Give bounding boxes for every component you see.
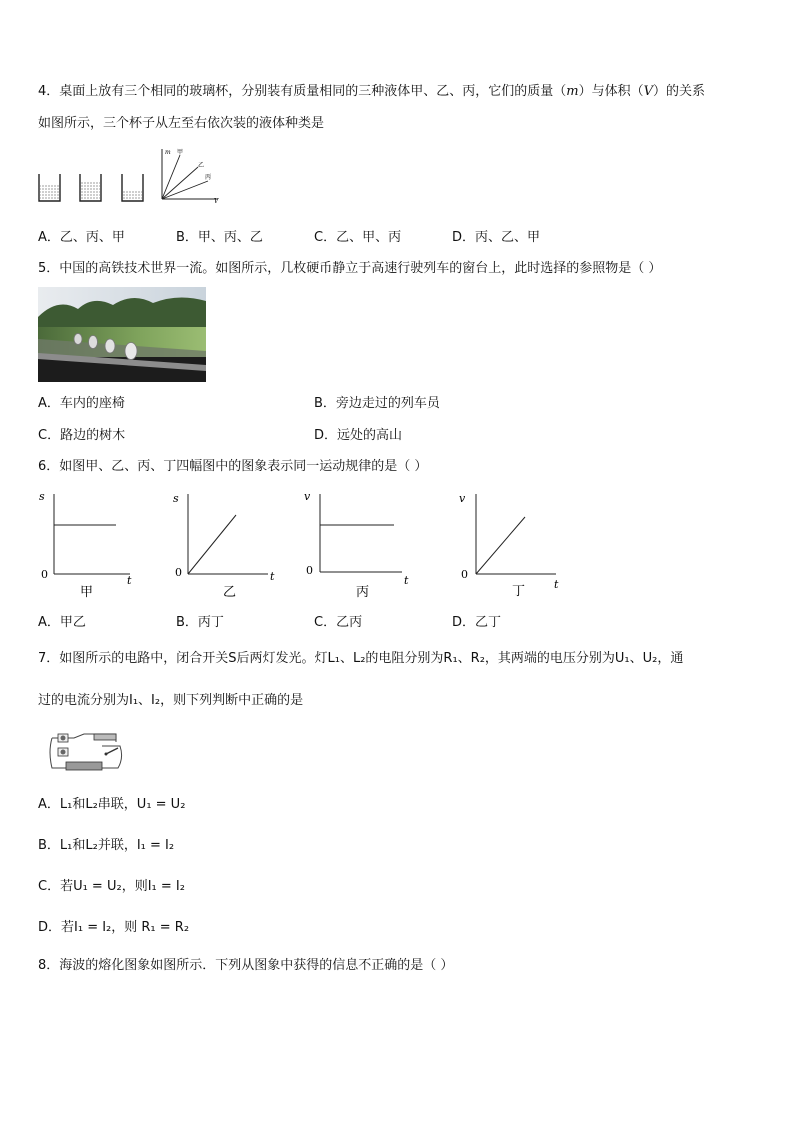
q4-stem-line1: 4．桌面上放有三个相同的玻璃杯，分别装有质量相同的三种液体甲、乙、丙，它们的质量（m）与体积（V）的关系 xyxy=(38,84,706,99)
beaker-middle xyxy=(80,174,101,201)
switch xyxy=(106,748,118,754)
q4-option-c[interactable]: C．乙、甲、丙 xyxy=(314,230,402,245)
q6-option-b[interactable]: B．丙丁 xyxy=(176,615,224,630)
graph-caption: 丙 xyxy=(356,585,370,600)
q7-option-b[interactable]: B．L₁和L₂并联，I₁ = I₂ xyxy=(38,838,175,853)
ding-plot-line xyxy=(476,517,525,574)
circuit-diagram xyxy=(44,728,128,776)
graph-caption: 甲 xyxy=(80,585,94,600)
mass-symbol: m xyxy=(566,84,579,99)
beaker-right xyxy=(122,174,143,201)
x-axis-label: t xyxy=(127,574,132,587)
graph-jia xyxy=(34,488,144,600)
coin-3 xyxy=(105,339,115,353)
bing-label: 丙 xyxy=(205,174,212,181)
line-bing xyxy=(162,181,208,199)
graph-caption: 丁 xyxy=(512,584,526,599)
graph-ding xyxy=(456,488,568,600)
jia-label: 甲 xyxy=(177,149,184,156)
x-axis-label: t xyxy=(270,570,275,583)
origin-label: 0 xyxy=(461,568,468,581)
q7-stem-line1: 7．如图所示的电路中，闭合开关S后两灯发光。灯L₁、L₂的电阻分别为R₁、R₂，其两端的电压分别为U₁、U₂，通 xyxy=(38,651,684,666)
graph-yi xyxy=(168,488,278,600)
q4-option-a[interactable]: A．乙、丙、甲 xyxy=(38,230,125,245)
mass-volume-graph xyxy=(156,145,226,205)
y-axis-label: v xyxy=(304,490,311,503)
q6-option-a[interactable]: A．甲乙 xyxy=(38,615,86,630)
m-axis-label: m xyxy=(165,149,171,156)
y-axis-label: s xyxy=(173,492,179,505)
q5-option-b[interactable]: B．旁边走过的列车员 xyxy=(314,396,440,411)
q5-option-c[interactable]: C．路边的树木 xyxy=(38,428,126,443)
origin-label: 0 xyxy=(175,566,182,579)
origin-label: 0 xyxy=(306,564,313,577)
q7-stem-line2: 过的电流分别为I₁、I₂，则下列判断中正确的是 xyxy=(38,693,304,708)
q7-option-c[interactable]: C．若U₁ = U₂，则I₁ = I₂ xyxy=(38,879,185,894)
x-axis-label: t xyxy=(404,574,409,587)
q8-stem: 8．海波的熔化图象如图所示．下列从图象中获得的信息不正确的是（ ） xyxy=(38,958,454,973)
beaker-left xyxy=(39,174,60,201)
line-jia xyxy=(162,155,180,199)
y-axis-label: s xyxy=(39,490,45,503)
q7-option-d[interactable]: D．若I₁ = I₂，则 R₁ = R₂ xyxy=(38,920,190,935)
line-yi xyxy=(162,167,198,199)
q5-option-d[interactable]: D．远处的高山 xyxy=(314,428,403,443)
q7-option-a[interactable]: A．L₁和L₂串联，U₁ = U₂ xyxy=(38,797,186,812)
q6-option-c[interactable]: C．乙丙 xyxy=(314,615,363,630)
q4-stem-line2: 如图所示，三个杯子从左至右依次装的液体种类是 xyxy=(38,116,325,131)
y-axis-label: v xyxy=(459,492,466,505)
q4-option-d[interactable]: D．丙、乙、甲 xyxy=(452,230,541,245)
volume-symbol: V xyxy=(643,84,654,99)
coin-2 xyxy=(89,336,98,349)
battery xyxy=(66,762,102,770)
yi-plot-line xyxy=(188,515,236,574)
q6-stem: 6．如图甲、乙、丙、丁四幅图中的图象表示同一运动规律的是（ ） xyxy=(38,459,428,474)
train-window-coins-photo xyxy=(38,287,206,382)
yi-label: 乙 xyxy=(198,162,205,169)
graph-caption: 乙 xyxy=(223,585,237,600)
graph-bing xyxy=(300,488,416,600)
q4-option-b[interactable]: B．甲、丙、乙 xyxy=(176,230,263,245)
origin-label: 0 xyxy=(41,568,48,581)
x-axis-label: t xyxy=(554,578,559,591)
q5-option-a[interactable]: A．车内的座椅 xyxy=(38,396,125,411)
q5-stem: 5．中国的高铁技术世界一流。如图所示，几枚硬币静立于高速行驶列车的窗台上，此时选择的参照物是（ ） xyxy=(38,261,662,276)
rheostat xyxy=(94,734,116,740)
coin-1 xyxy=(74,334,82,345)
v-axis-label: V xyxy=(214,198,219,205)
beakers-figure xyxy=(36,170,156,206)
q6-option-d[interactable]: D．乙丁 xyxy=(452,615,502,630)
coin-4 xyxy=(125,343,137,360)
